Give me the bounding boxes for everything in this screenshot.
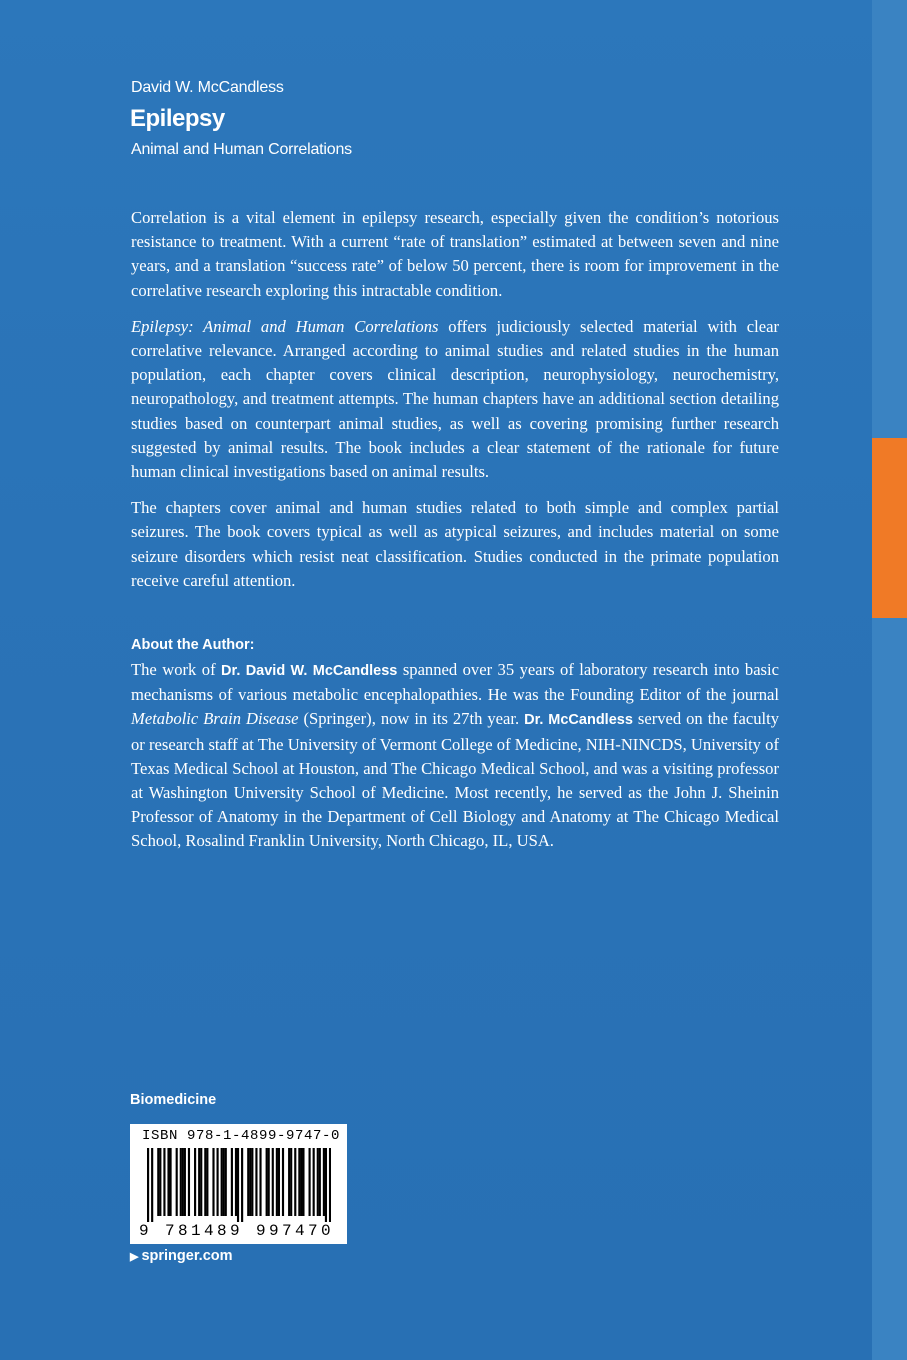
isbn-label: ISBN 978-1-4899-9747-0 [142, 1128, 341, 1144]
barcode-bar [325, 1148, 327, 1222]
barcode-bar [282, 1148, 284, 1216]
barcode-bar [249, 1148, 251, 1216]
about-text-part: (Springer), now in its 27th year. [298, 709, 525, 729]
barcode-bar [266, 1148, 268, 1216]
about-text-part: The work of [131, 660, 222, 679]
barcode-bar [159, 1148, 161, 1216]
barcode-bar [329, 1148, 331, 1222]
barcode-bar [317, 1148, 319, 1216]
barcode-bar [182, 1148, 184, 1216]
barcode-bar [206, 1148, 208, 1216]
about-text-part: served on the faculty or research staff at The University of Vermont College of Medicine, NIH-NINCDS, University of Texas Medical School at Houston, and The Chicago Medical School, and was a visiting professor at Washington University School of Medicine. Most recently, he served as the John J. Sheinin Professor of Anatomy in the Department of Cell Biology and Anatomy at The Chicago Medical School, Rosalind Franklin University, North Chicago, IL, USA. [131, 709, 780, 851]
barcode-bar [294, 1148, 296, 1216]
barcode-bar [309, 1148, 311, 1216]
barcode-bar [235, 1148, 237, 1216]
book-title-italic: Epilepsy: Animal and Human Correlations [131, 316, 439, 336]
barcode-bar [221, 1148, 223, 1216]
journal-title: Metabolic Brain Disease [131, 709, 299, 729]
barcode-bar [255, 1148, 257, 1216]
barcode-bar [180, 1148, 182, 1216]
barcode-bar [231, 1148, 233, 1216]
barcode-box [130, 1124, 347, 1244]
about-author-text [131, 658, 779, 854]
accent-tab [872, 438, 907, 618]
spine-band [872, 0, 907, 1360]
barcode-bar [247, 1148, 249, 1216]
barcode-bar [323, 1148, 325, 1216]
barcode-bar [302, 1148, 304, 1216]
barcode-bar [194, 1148, 196, 1216]
description-paragraph-1: Correlation is a vital element in epilepsy research, especially given the condition’s notorious resistance to treatment. With a current “rate of translation” estimated at between seven and nine years, and a translation “success rate” of below 50 percent, there is room for improvement in the correlative research exploring this intractable condition. [131, 208, 779, 300]
barcode-bar [184, 1148, 186, 1216]
barcode-bar [298, 1148, 300, 1216]
author-name-bold: Dr. David W. McCandless [221, 663, 398, 679]
book-subtitle: Animal and Human Correlations [131, 141, 352, 158]
barcode-bar [212, 1148, 214, 1216]
author-name: David W. McCandless [131, 79, 284, 96]
barcode-bar [225, 1148, 227, 1216]
barcode-bar [223, 1148, 225, 1216]
barcode-bar [241, 1148, 243, 1222]
barcode-bar [290, 1148, 292, 1216]
barcode-bar [319, 1148, 321, 1216]
barcode-bar [188, 1148, 190, 1216]
barcode-bar [198, 1148, 200, 1216]
barcode-bar [251, 1148, 253, 1216]
barcode-bar [276, 1148, 278, 1216]
barcode-bar [237, 1148, 239, 1222]
barcode-bar [217, 1148, 219, 1216]
barcode-digits: 9 781489 997470 [139, 1222, 335, 1240]
barcode-bar [288, 1148, 290, 1216]
author-short-name-bold: Dr. McCandless [524, 712, 633, 729]
barcode-bar [259, 1148, 261, 1216]
about-author-heading: About the Author: [131, 637, 255, 653]
publisher-link[interactable] [130, 1248, 233, 1264]
description [131, 206, 779, 605]
barcode-bar [204, 1148, 206, 1216]
barcode-bar [268, 1148, 270, 1216]
description-paragraph-3: The chapters cover animal and human studies related to both simple and complex partial seizures. The book covers typical as well as atypical seizures, and includes material on some seizure disorders which resist neat classification. Studies conducted in the primate population receive careful attention. [131, 498, 779, 590]
triangle-arrow-icon: ▶ [130, 1251, 139, 1263]
barcode-bar [313, 1148, 315, 1216]
publisher-url: springer.com [141, 1248, 233, 1264]
barcode-bar [176, 1148, 178, 1216]
description-paragraph-2 [131, 315, 779, 484]
barcode-icon [147, 1148, 331, 1222]
barcode-bar [272, 1148, 274, 1216]
about-text-part: spanned over 35 years of laboratory research into basic mechanisms of various metabolic encephalopathies. He was the Founding Editor of the journal [131, 660, 779, 705]
barcode-bar [167, 1148, 169, 1216]
paragraph-2-text: offers judiciously selected material with clear correlative relevance. Arranged according to animal studies and related studies in the human population, each chapter covers clinical description, neurophysiology, neurochemistry, neuropathology, and treatment attempts. The human chapters have an additional section detailing studies based on counterpart animal studies, as well as covering promising further research suggested by animal results. The book includes a clear statement of the rationale for future human clinical investigations based on animal results. [131, 316, 779, 482]
barcode-bar [163, 1148, 165, 1216]
barcode-bar [300, 1148, 302, 1216]
barcode-bar [278, 1148, 280, 1216]
barcode-bar [147, 1148, 149, 1222]
barcode-bar [169, 1148, 171, 1216]
barcode-bar [200, 1148, 202, 1216]
barcode-bar [157, 1148, 159, 1216]
barcode-bar [151, 1148, 153, 1222]
category-label: Biomedicine [130, 1092, 217, 1108]
book-title: Epilepsy [130, 105, 225, 132]
